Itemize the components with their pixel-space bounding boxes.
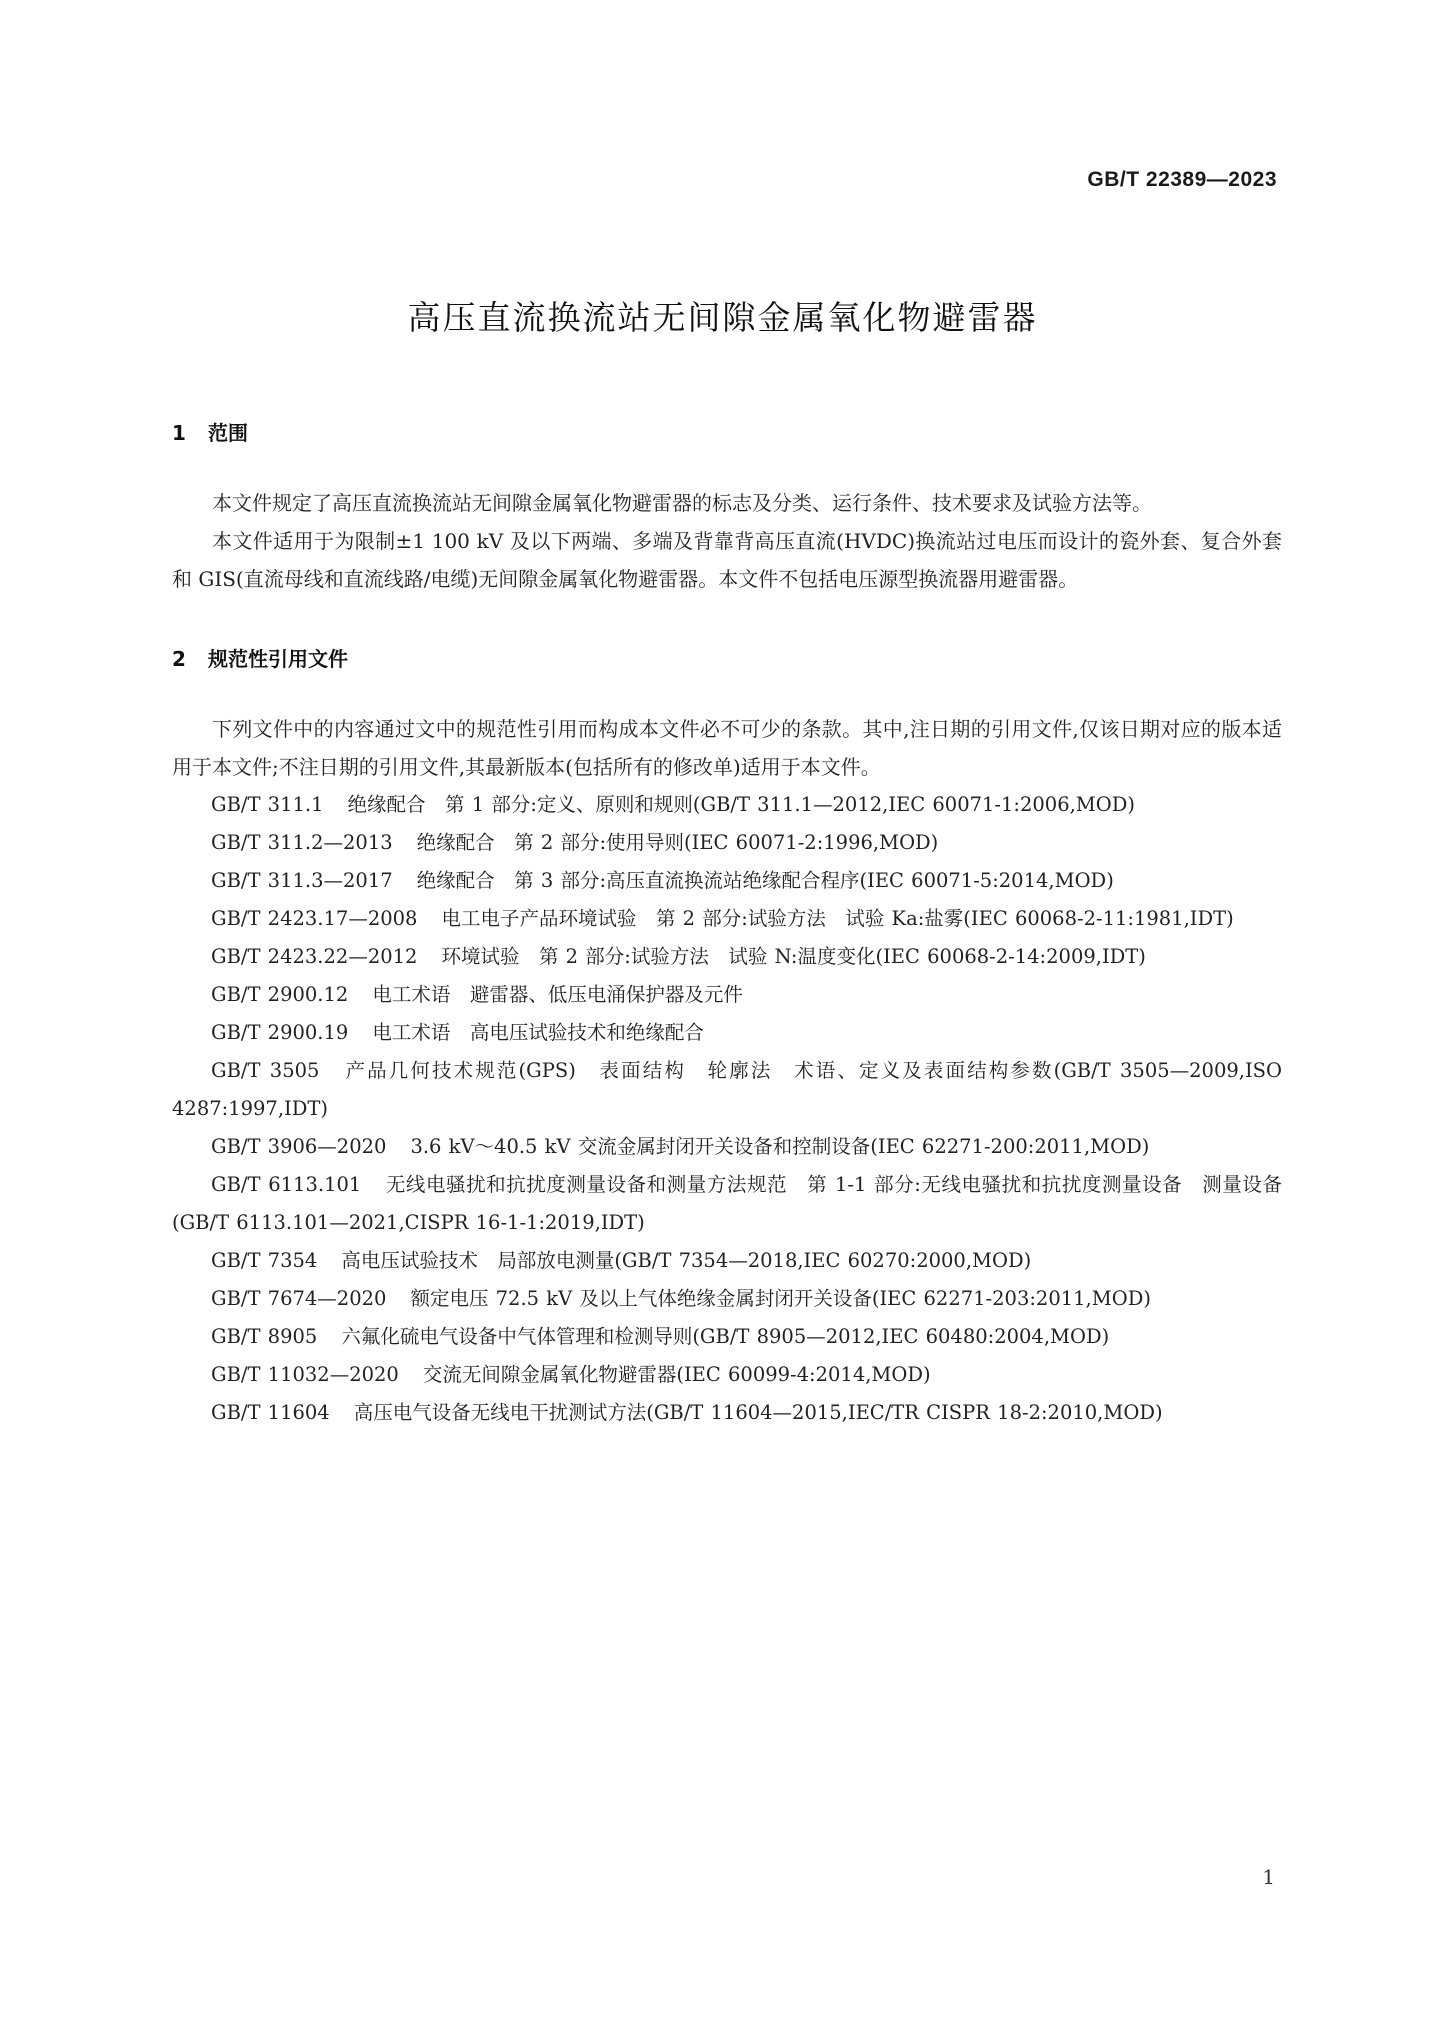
reference-text: 绝缘配合 第 3 部分:高压直流换流站绝缘配合程序(IEC 60071-5:2014,MOD) — [416, 869, 1114, 892]
reference-text: 无线电骚扰和抗扰度测量设备和测量方法规范 第 1-1 部分:无线电骚扰和抗扰度测量设备 测量设备(GB/T 6113.101—2021,CISPR 16-1-1:2019,IDT) — [172, 1173, 1282, 1234]
paragraph: 下列文件中的内容通过文中的规范性引用而构成本文件必不可少的条款。其中,注日期的引用文件,仅该日期对应的版本适用于本文件;不注日期的引用文件,其最新版本(包括所有的修改单)适用于本文件。 — [172, 717, 1282, 779]
paragraph: 本文件规定了高压直流换流站无间隙金属氧化物避雷器的标志及分类、运行条件、技术要求及试验方法等。 — [212, 491, 1152, 515]
reference-code: GB/T 311.1 — [211, 793, 324, 816]
reference-text: 绝缘配合 第 2 部分:使用导则(IEC 60071-2:1996,MOD) — [416, 831, 939, 854]
standard-code: GB/T 22389—2023 — [1087, 168, 1277, 191]
reference-code: GB/T 7674—2020 — [211, 1287, 387, 1310]
reference-text: 3.6 kV～40.5 kV 交流金属封闭开关设备和控制设备(IEC 62271-200:2011,MOD) — [410, 1135, 1150, 1158]
reference-entry — [172, 1394, 1282, 1432]
reference-code: GB/T 11604 — [211, 1401, 330, 1424]
reference-code: GB/T 2423.22—2012 — [211, 945, 418, 968]
reference-text: 绝缘配合 第 1 部分:定义、原则和规则(GB/T 311.1—2012,IEC 60071-1:2006,MOD) — [347, 793, 1136, 816]
reference-entry — [172, 1280, 1282, 1318]
reference-code: GB/T 6113.101 — [211, 1173, 362, 1196]
reference-entry — [172, 824, 1282, 862]
reference-text: 电工电子产品环境试验 第 2 部分:试验方法 试验 Ka:盐雾(IEC 60068-2-11:1981,IDT) — [441, 907, 1234, 930]
reference-entry — [172, 1242, 1282, 1280]
section-heading-scope — [172, 414, 1282, 452]
reference-code: GB/T 3505 — [211, 1059, 320, 1082]
reference-entry — [172, 1166, 1282, 1242]
section-heading-normative-references — [172, 640, 1282, 678]
reference-entry — [172, 1356, 1282, 1394]
reference-entry — [172, 976, 1282, 1014]
reference-code: GB/T 3906—2020 — [211, 1135, 387, 1158]
reference-entry — [172, 1128, 1282, 1166]
reference-text: 电工术语 高电压试验技术和绝缘配合 — [372, 1021, 704, 1044]
reference-code: GB/T 311.3—2017 — [211, 869, 393, 892]
section-title: 范围 — [208, 421, 248, 445]
reference-code: GB/T 2900.12 — [211, 983, 349, 1006]
page-number: 1 — [1262, 1865, 1275, 1889]
section-number: 2 — [172, 647, 186, 671]
reference-code: GB/T 7354 — [211, 1249, 318, 1272]
reference-text: 高电压试验技术 局部放电测量(GB/T 7354—2018,IEC 60270:2000,MOD) — [341, 1249, 1032, 1272]
reference-text: 六氟化硫电气设备中气体管理和检测导则(GB/T 8905—2012,IEC 60480:2004,MOD) — [341, 1325, 1110, 1348]
reference-entry — [172, 1014, 1282, 1052]
reference-entry — [172, 862, 1282, 900]
reference-entry — [172, 786, 1282, 824]
reference-text: 额定电压 72.5 kV 及以上气体绝缘金属封闭开关设备(IEC 62271-203:2011,MOD) — [410, 1287, 1151, 1310]
reference-text: 交流无间隙金属氧化物避雷器(IEC 60099-4:2014,MOD) — [422, 1363, 931, 1386]
reference-text: 高压电气设备无线电干扰测试方法(GB/T 11604—2015,IEC/TR CISPR 18-2:2010,MOD) — [353, 1401, 1163, 1424]
document-title: 高压直流换流站无间隙金属氧化物避雷器 — [407, 298, 1038, 337]
reference-text: 产品几何技术规范(GPS) 表面结构 轮廓法 术语、定义及表面结构参数(GB/T 3505—2009,ISO 4287:1997,IDT) — [172, 1059, 1283, 1120]
reference-entry — [172, 938, 1282, 976]
paragraph: 本文件适用于为限制±1 100 kV 及以下两端、多端及背靠背高压直流(HVDC)换流站过电压而设计的瓷外套、复合外套和 GIS(直流母线和直流线路/电缆)无间隙金属氧化物避雷器。本文件不包括电压源型换流器用避雷器。 — [172, 529, 1282, 591]
reference-code: GB/T 11032—2020 — [211, 1363, 399, 1386]
reference-text: 环境试验 第 2 部分:试验方法 试验 N:温度变化(IEC 60068-2-14:2009,IDT) — [441, 945, 1146, 968]
section-number: 1 — [172, 421, 186, 445]
reference-text: 电工术语 避雷器、低压电涌保护器及元件 — [372, 983, 743, 1006]
reference-code: GB/T 311.2—2013 — [211, 831, 393, 854]
reference-entry — [172, 1052, 1282, 1128]
reference-code: GB/T 2423.17—2008 — [211, 907, 418, 930]
reference-entry — [172, 1318, 1282, 1356]
section-title: 规范性引用文件 — [208, 647, 348, 671]
reference-code: GB/T 2900.19 — [211, 1021, 349, 1044]
reference-code: GB/T 8905 — [211, 1325, 318, 1348]
document-body — [172, 414, 1282, 1432]
reference-entry — [172, 900, 1282, 938]
